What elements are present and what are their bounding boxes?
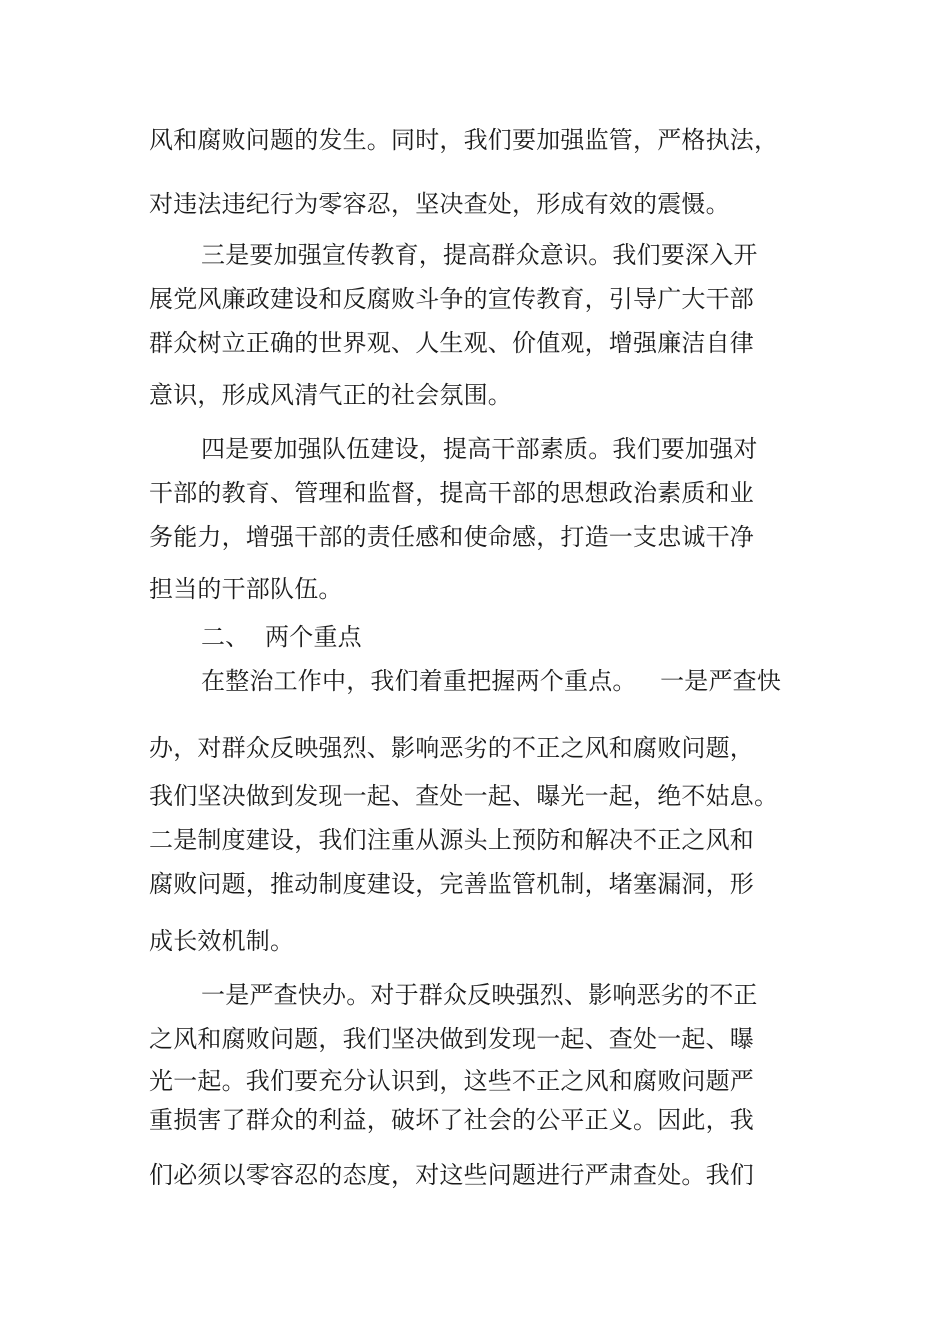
text-line: 我们坚决做到发现一起、查处一起、曝光一起，绝不姑息。: [149, 782, 779, 810]
text-line: 担当的干部队伍。: [149, 575, 343, 603]
text-line: 之风和腐败问题，我们坚决做到发现一起、查处一起、曝: [149, 1025, 754, 1053]
text-line: 办，对群众反映强烈、影响恶劣的不正之风和腐败问题，: [149, 734, 754, 762]
text-line: 重损害了群众的利益，破坏了社会的公平正义。因此，我: [149, 1106, 754, 1134]
text-line: 成长效机制。: [149, 927, 295, 955]
text-line: 腐败问题，推动制度建设，完善监管机制，堵塞漏洞，形: [149, 870, 754, 898]
paragraph-first-line: 一是严查快办。对于群众反映强烈、影响恶劣的不正: [201, 981, 758, 1009]
text-line: 风和腐败问题的发生。同时，我们要加强监管，严格执法，: [149, 126, 779, 154]
text-line: 展党风廉政建设和反腐败斗争的宣传教育，引导广大干部: [149, 285, 754, 313]
text-line: 光一起。我们要充分认识到，这些不正之风和腐败问题严: [149, 1067, 754, 1095]
text-line: 意识，形成风清气正的社会氛围。: [149, 381, 512, 409]
text-line: 干部的教育、管理和监督，提高干部的思想政治素质和业: [149, 479, 754, 507]
paragraph-first-line: 在整治工作中，我们着重把握两个重点。 一是严查快: [201, 667, 782, 695]
text-line: 们必须以零容忍的态度，对这些问题进行严肃查处。我们: [149, 1161, 754, 1189]
text-line: 对违法违纪行为零容忍，坚决查处，形成有效的震慑。: [149, 190, 730, 218]
text-line: 务能力，增强干部的责任感和使命感，打造一支忠诚干净: [149, 523, 754, 551]
paragraph-first-line: 四是要加强队伍建设，提高干部素质。我们要加强对: [201, 435, 758, 463]
text-line: 二是制度建设，我们注重从源头上预防和解决不正之风和: [149, 826, 754, 854]
paragraph-first-line: 三是要加强宣传教育，提高群众意识。我们要深入开: [201, 241, 758, 269]
section-heading: 二、 两个重点: [201, 623, 362, 651]
text-line: 群众树立正确的世界观、人生观、价值观，增强廉洁自律: [149, 329, 754, 357]
